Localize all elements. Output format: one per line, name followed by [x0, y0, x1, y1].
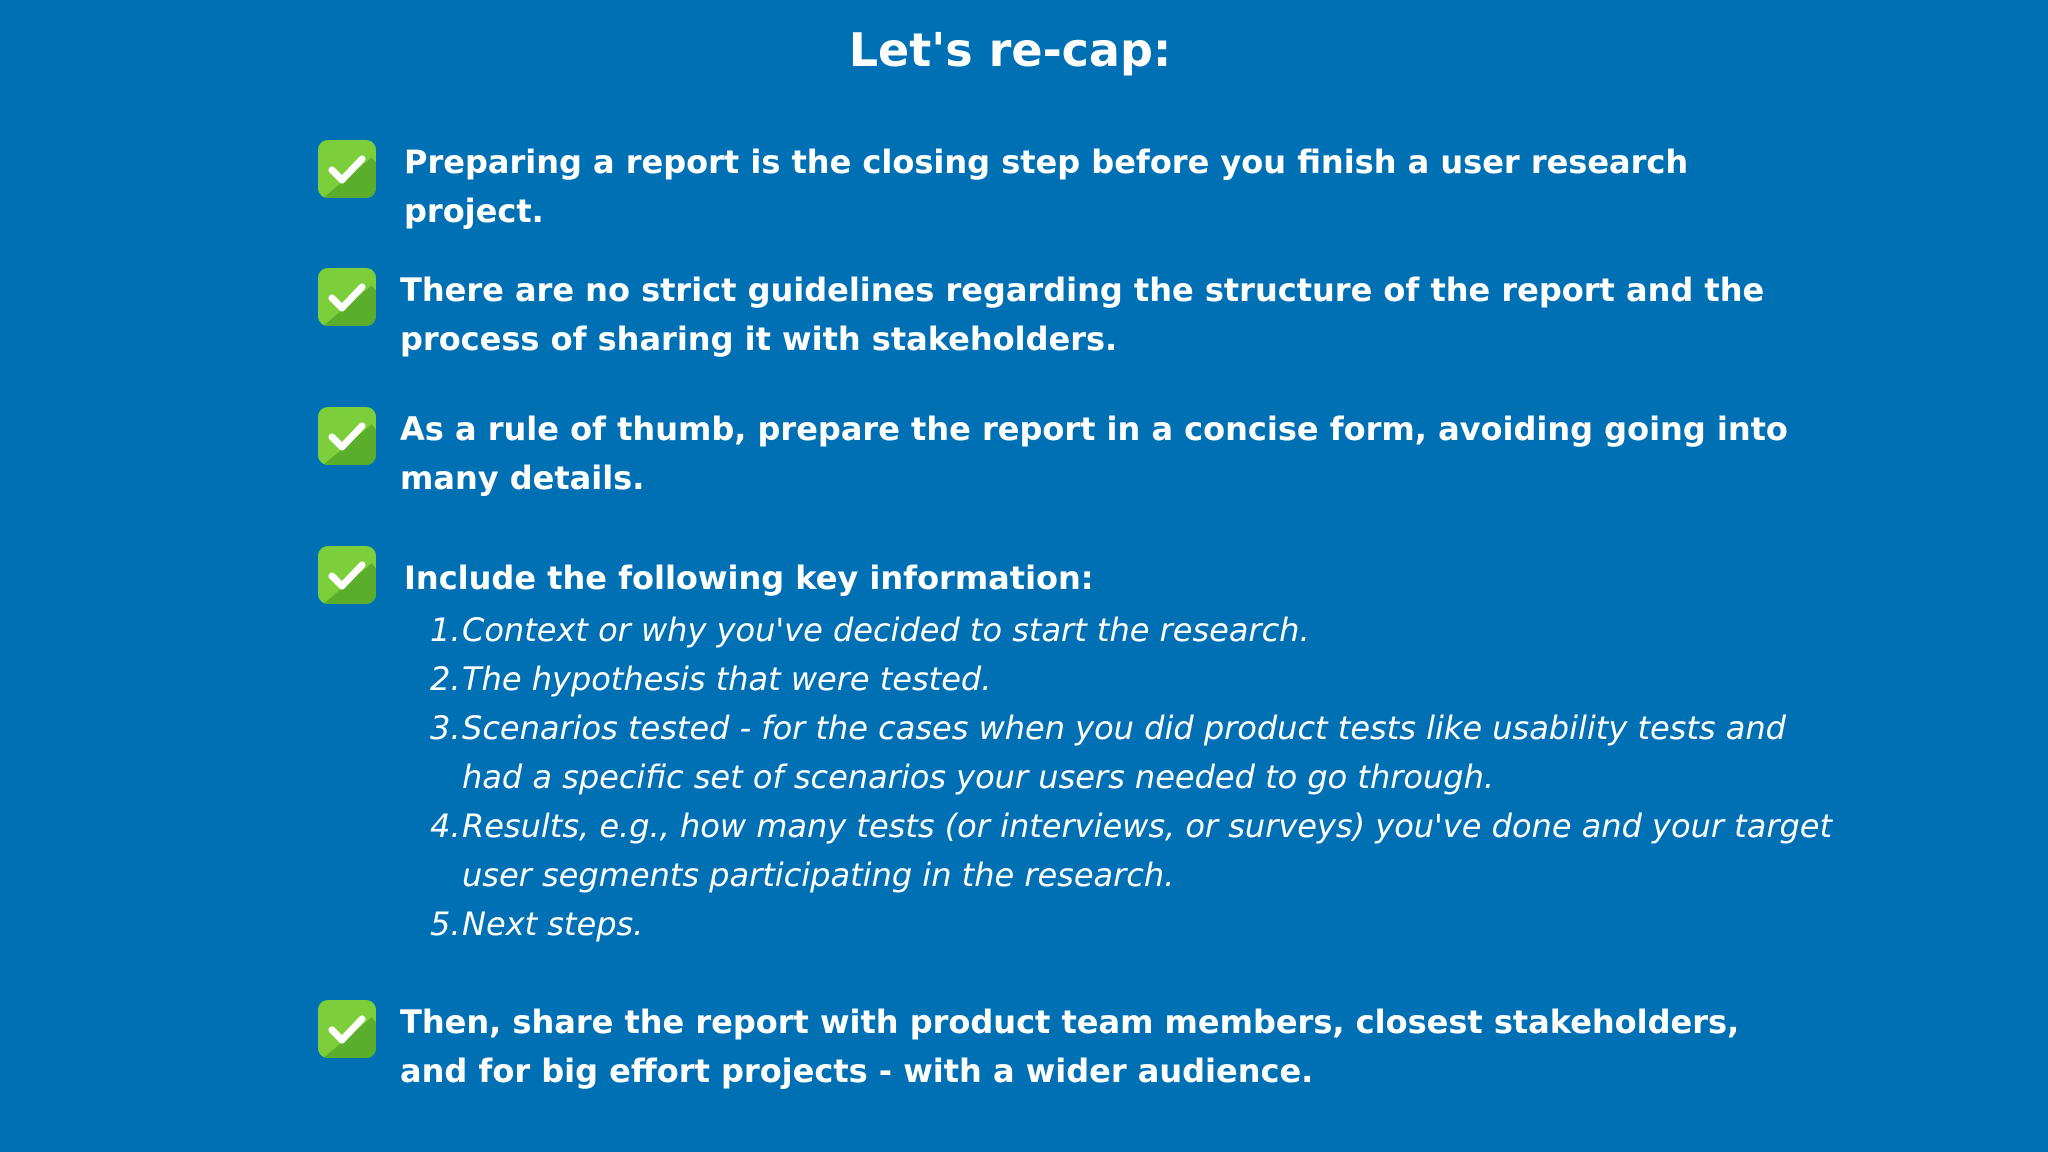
list-number: 5.: [430, 905, 461, 943]
check-icon: [318, 140, 376, 198]
recap-point-line: Include the following key information:: [404, 559, 1094, 597]
recap-point-text: [404, 554, 1094, 603]
recap-point-line: Preparing a report is the closing step before you finish a user research: [404, 143, 1689, 181]
recap-point-line: many details.: [400, 459, 645, 497]
check-icon: [318, 407, 376, 465]
recap-point-text: [400, 405, 1788, 503]
recap-point-text: [400, 266, 1764, 364]
list-number: 4.: [430, 807, 461, 845]
list-item-line: The hypothesis that were tested.: [462, 660, 992, 698]
recap-point-line: As a rule of thumb, prepare the report in a concise form, avoiding going into: [400, 410, 1788, 448]
key-information-list: [430, 606, 1832, 949]
recap-point-line: process of sharing it with stakeholders.: [400, 320, 1118, 358]
list-item-line: had a specific set of scenarios your users needed to go through.: [462, 758, 1495, 796]
list-item-line: user segments participating in the research.: [462, 856, 1175, 894]
recap-point-text: [400, 998, 1739, 1096]
recap-point-line: and for big effort projects - with a wider audience.: [400, 1052, 1314, 1090]
list-item: [430, 704, 1832, 802]
list-item-line: Results, e.g., how many tests (or interviews, or surveys) you've done and your target: [462, 807, 1833, 845]
list-number: 3.: [430, 709, 461, 747]
page-title: Let's re-cap:: [848, 23, 1172, 77]
list-item-line: Scenarios tested - for the cases when you did product tests like usability tests and: [462, 709, 1786, 747]
recap-point-line: There are no strict guidelines regarding the structure of the report and the: [400, 271, 1765, 309]
recap-point-line: project.: [404, 192, 544, 230]
list-number: 1.: [430, 611, 461, 649]
list-number: 2.: [430, 660, 461, 698]
check-icon: [318, 1000, 376, 1058]
list-item: [430, 606, 1832, 655]
list-item-line: Next steps.: [462, 905, 644, 943]
list-item: [430, 655, 1832, 704]
list-item: [430, 900, 1832, 949]
check-icon: [318, 268, 376, 326]
list-item-line: Context or why you've decided to start the research.: [462, 611, 1310, 649]
list-item: [430, 802, 1832, 900]
recap-point-text: [404, 138, 1688, 236]
recap-point-line: Then, share the report with product team members, closest stakeholders,: [400, 1003, 1740, 1041]
check-icon: [318, 546, 376, 604]
